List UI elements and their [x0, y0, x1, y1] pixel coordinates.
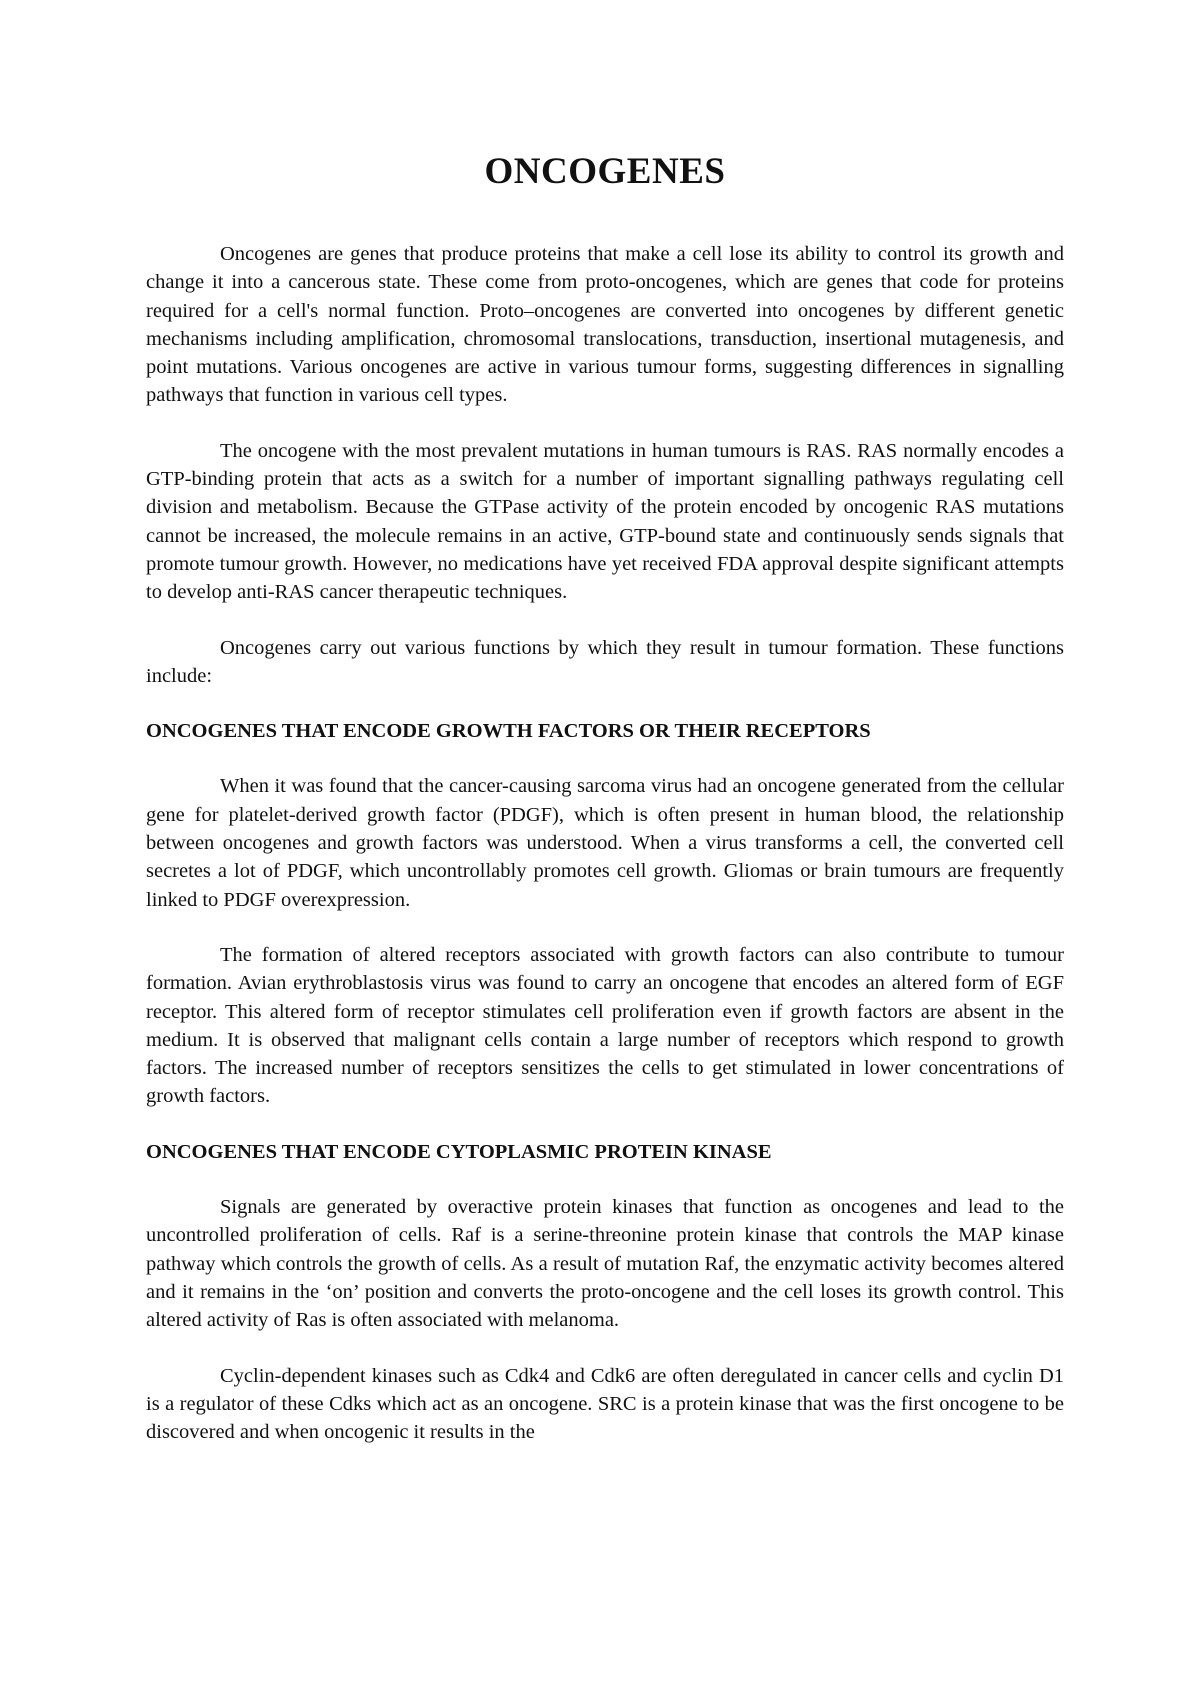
document-page [146, 0, 1064, 1446]
protein-kinase-paragraph-2: Cyclin-dependent kinases such as Cdk4 and Cdk6 are often deregulated in cancer cells and cyclin D1 is a regulator of these Cdks which act as an oncogene. SRC is a protein kinase that was the first oncogene to be discovered and when oncogenic it results in the [146, 1364, 1064, 1444]
intro-paragraph-2: The oncogene with the most prevalent mutations in human tumours is RAS. RAS normally encodes a GTP-binding protein that acts as a switch for a number of important signalling pathways regulating cell division and metabolism. Because the GTPase activity of the protein encoded by oncogenic RAS mutations cannot be increased, the molecule remains in an active, GTP-bound state and continuously sends signals that promote tumour growth. However, no medications have yet received FDA approval despite significant attempts to develop anti-RAS cancer therapeutic techniques. [146, 439, 1064, 604]
page-title: ONCOGENES [484, 151, 726, 192]
intro-paragraph-3: Oncogenes carry out various functions by which they result in tumour formation. These functions include: [146, 636, 1064, 687]
protein-kinase-paragraph-1: Signals are generated by overactive protein kinases that function as oncogenes and lead to the uncontrolled proliferation of cells. Raf is a serine-threonine protein kinase that controls the MAP kinase pathway which controls the growth of cells. As a result of mutation Raf, the enzymatic activity becomes altered and it remains in the ‘on’ position and converts the proto-oncogene and the cell loses its growth control. This altered activity of Ras is often associated with melanoma. [146, 1196, 1064, 1332]
section-heading-growth-factors: ONCOGENES THAT ENCODE GROWTH FACTORS OR THEIR RECEPTORS [146, 720, 871, 743]
growth-factors-paragraph-1: When it was found that the cancer-causing sarcoma virus had an oncogene generated from the cellular gene for platelet-derived growth factor (PDGF), which is often present in human blood, the relationship between oncogenes and growth factors was understood. When a virus transforms a cell, the converted cell secretes a lot of PDGF, which uncontrollably promotes cell growth. Gliomas or brain tumours are frequently linked to PDGF overexpression. [146, 775, 1064, 911]
growth-factors-paragraph-2: The formation of altered receptors associated with growth factors can also contribute to tumour formation. Avian erythroblastosis virus was found to carry an oncogene that encodes an altered form of EGF receptor. This altered form of receptor stimulates cell proliferation even if growth factors are absent in the medium. It is observed that malignant cells contain a large number of receptors which respond to growth factors. The increased number of receptors sensitizes the cells to get stimulated in lower concentrations of growth factors. [146, 943, 1064, 1108]
section-heading-protein-kinase: ONCOGENES THAT ENCODE CYTOPLASMIC PROTEIN KINASE [146, 1140, 772, 1163]
intro-paragraph-1: Oncogenes are genes that produce proteins that make a cell lose its ability to control its growth and change it into a cancerous state. These come from proto-oncogenes, which are genes that code for proteins required for a cell's normal function. Proto–oncogenes are converted into oncogenes by different genetic mechanisms including amplification, chromosomal translocations, transduction, insertional mutagenesis, and point mutations. Various oncogenes are active in various tumour forms, suggesting differences in signalling pathways that function in various cell types. [146, 243, 1064, 407]
